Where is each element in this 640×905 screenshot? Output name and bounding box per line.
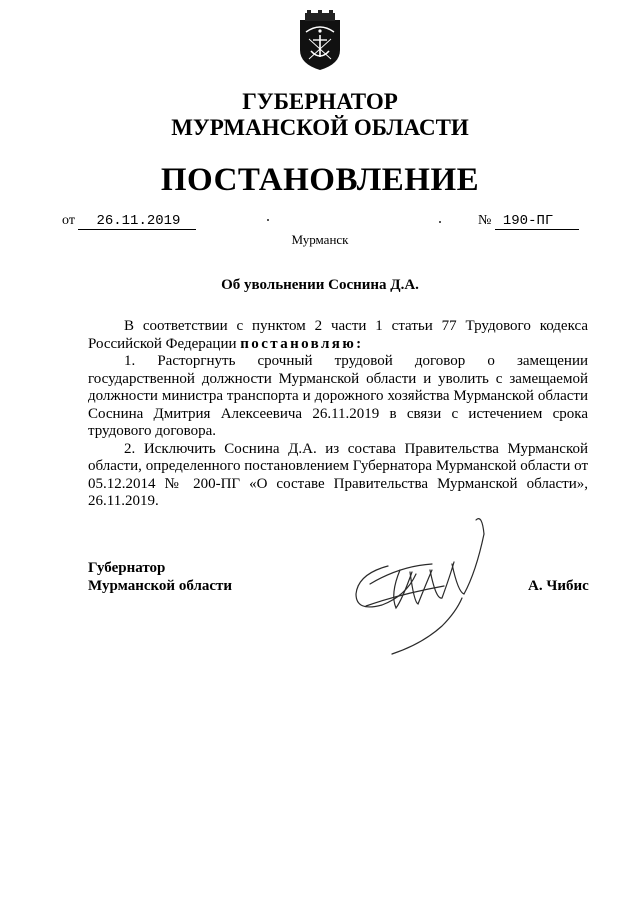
date-prefix: от bbox=[62, 213, 75, 228]
preamble-text: В соответствии с пунктом 2 части 1 статьи 77 Трудового кодекса Российской Федерации bbox=[88, 318, 588, 352]
date-value: 26.11.2019 bbox=[78, 214, 196, 230]
preamble-paragraph bbox=[88, 318, 588, 353]
item-2-paragraph: 2. Исключить Соснина Д.А. из состава Правительства Мурманской области, определенного постановлением Губернатора Мурманской области от 05.12.2014 № 200-ПГ «О составе Правительства Мурманской области», 26.11.2019. bbox=[88, 440, 588, 509]
number-value: 190-ПГ bbox=[495, 214, 579, 230]
document-number bbox=[478, 212, 579, 230]
position-line2: Мурманской области bbox=[88, 578, 233, 594]
signatory-name: А. Чибис bbox=[528, 578, 589, 594]
handwritten-signature-icon bbox=[330, 508, 540, 658]
item-1-paragraph: 1. Расторгнуть срочный трудовой договор о замещении государственной должности Мурманской области и уволить с замещаемой должности министра транспорта и дорожного хозяйства Мурманской области Соснина Дмитрия Алексеевича 26.11.2019 в связи с истечением срока трудового договора. bbox=[88, 353, 588, 439]
signatory-position bbox=[88, 559, 232, 595]
scan-speck bbox=[267, 219, 269, 221]
resolve-word: постановляю: bbox=[240, 335, 364, 352]
document-type-title: ПОСТАНОВЛЕНИЕ bbox=[160, 162, 480, 198]
issue-city: Мурманск bbox=[291, 232, 349, 247]
position-line1: Губернатор bbox=[88, 560, 166, 576]
authority-title-line2: МУРМАНСКОЙ ОБЛАСТИ bbox=[171, 115, 469, 140]
murmansk-coat-of-arms-icon bbox=[297, 10, 343, 72]
document-body bbox=[88, 318, 588, 511]
authority-title-line1: ГУБЕРНАТОР bbox=[242, 89, 398, 114]
document-date bbox=[62, 212, 196, 230]
document-subject: Об увольнении Соснина Д.А. bbox=[221, 277, 419, 293]
number-prefix: № bbox=[478, 213, 492, 228]
scan-speck bbox=[439, 221, 441, 223]
